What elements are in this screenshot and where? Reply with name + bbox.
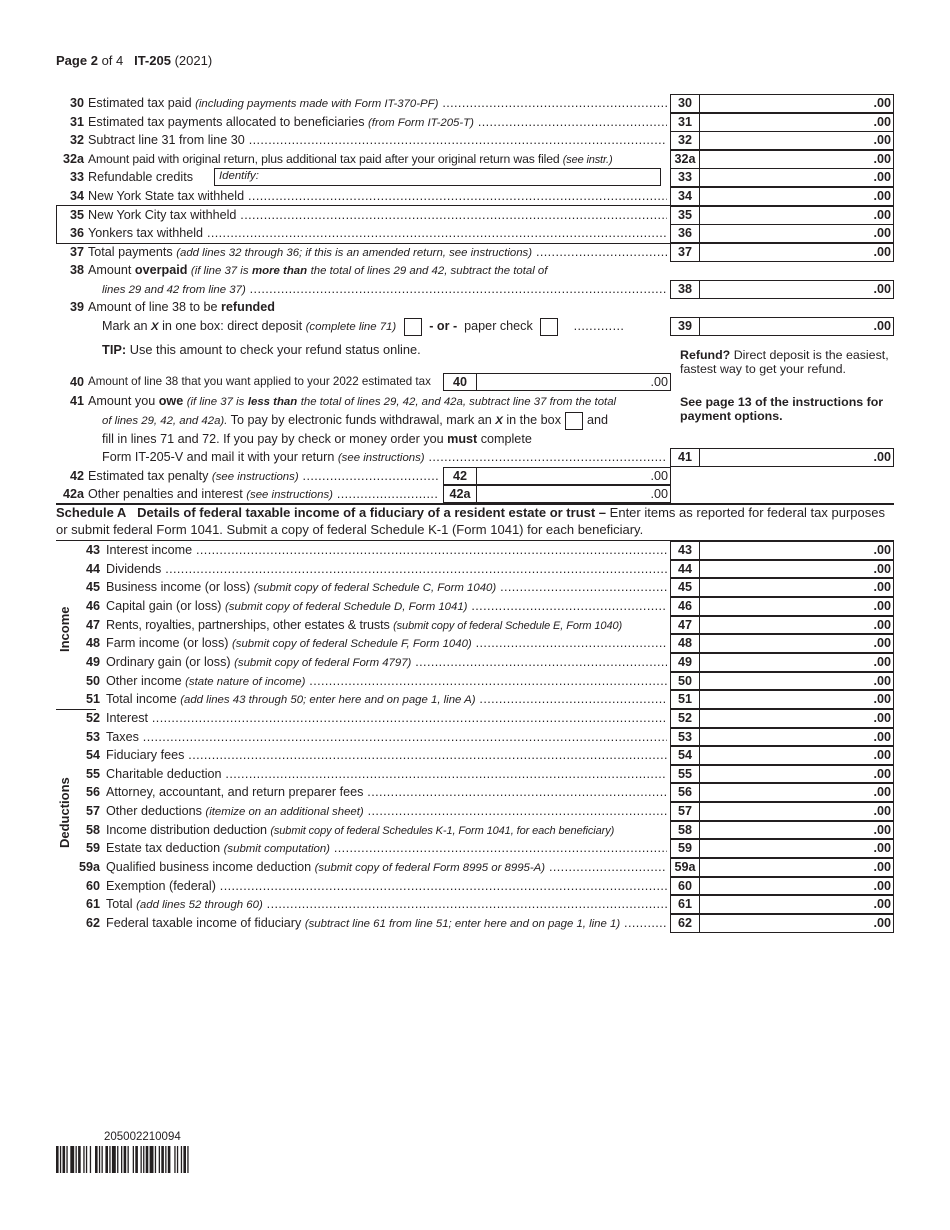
line-55-label: 55 <box>670 765 700 784</box>
barcode-bar <box>174 1146 175 1173</box>
line-53-amount[interactable]: .00 <box>700 728 894 747</box>
tip-text: TIP: Use this amount to check your refund status online. <box>102 342 421 357</box>
line-38-amount[interactable]: .00 <box>700 280 894 299</box>
line-44-label: 44 <box>670 560 700 579</box>
barcode-bar <box>165 1146 166 1173</box>
line-60-amount[interactable]: .00 <box>700 877 894 896</box>
line-47-amount[interactable]: .00 <box>700 616 894 635</box>
barcode-bar <box>150 1146 154 1173</box>
line-47: 47 Rents, royalties, partnerships, other estates & trusts (submit copy of federal Schedule E, Form 1040) 47 .00 <box>0 616 950 635</box>
payment-options-note: See page 13 of the instructions for payment options. <box>680 395 884 423</box>
barcode-bar <box>183 1146 186 1173</box>
line-37-amount[interactable]: .00 <box>700 243 894 262</box>
line-42: 42 Estimated tax penalty (see instructions) ..... 42 .00 <box>0 467 950 486</box>
line-50-amount[interactable]: .00 <box>700 672 894 691</box>
barcode-bar <box>141 1146 142 1173</box>
line-33-label: 33 <box>670 168 700 187</box>
identify-field[interactable]: Identify: <box>214 168 661 186</box>
barcode-bar <box>95 1146 98 1173</box>
line-45-label: 45 <box>670 578 700 597</box>
line-41-cont2: fill in lines 71 and 72. If you pay by check or money order you must complete <box>102 432 532 446</box>
line-48-amount[interactable]: .00 <box>700 634 894 653</box>
refund-note: Refund? Direct deposit is the easiest, fastest way to get your refund. <box>680 348 889 376</box>
line-55-amount[interactable]: .00 <box>700 765 894 784</box>
line-37-label: 37 <box>670 243 700 262</box>
line-39-options: Mark an X in one box: direct deposit (complete line 71) - or - paper check ............. 39 .00 <box>0 317 950 336</box>
line-51: 51 Total income (add lines 43 through 50; enter here and on page 1, line A) ..... 51 .00 <box>0 690 950 709</box>
line-54: 54 Fiduciary fees ..... 54 .00 <box>0 746 950 765</box>
electronic-withdrawal-checkbox[interactable] <box>565 412 583 430</box>
deductions-side-label: Deductions <box>57 777 72 848</box>
line-51-label: 51 <box>670 690 700 709</box>
barcode-bar <box>146 1146 149 1173</box>
barcode-bar <box>128 1146 129 1173</box>
barcode-bar <box>135 1146 138 1173</box>
barcode-bar <box>155 1146 156 1173</box>
line-50: 50 Other income (state nature of income) ..... 50 .00 <box>0 672 950 691</box>
line-34-label: 34 <box>670 187 700 206</box>
barcode-bar <box>105 1146 108 1173</box>
line-40-amount[interactable]: .00 <box>477 373 671 391</box>
line-36-label: 36 <box>670 224 700 243</box>
line-42a-amount[interactable]: .00 <box>477 485 671 503</box>
line-57-amount[interactable]: .00 <box>700 802 894 821</box>
line-30: 30 Estimated tax paid (including payments made with Form IT-370-PF) ..... 30 .00 <box>0 94 950 113</box>
line-44: 44 Dividends ..... 44 .00 <box>0 560 950 579</box>
line-42-amount[interactable]: .00 <box>477 467 671 485</box>
line-30-amount[interactable]: .00 <box>700 94 894 113</box>
barcode-bar <box>159 1146 160 1173</box>
line-55: 55 Charitable deduction ..... 55 .00 <box>0 765 950 784</box>
line-32-label: 32 <box>670 131 700 150</box>
line-41-amount[interactable]: .00 <box>700 448 894 467</box>
line-59-label: 59 <box>670 839 700 858</box>
line-56-label: 56 <box>670 783 700 802</box>
line-51-amount[interactable]: .00 <box>700 690 894 709</box>
line-41-label: 41 <box>670 448 700 467</box>
line-31: 31 Estimated tax payments allocated to beneficiaries (from Form IT-205-T) ..... 31 .00 <box>0 113 950 132</box>
line-60: 60 Exemption (federal) ..... 60 .00 <box>0 877 950 896</box>
line-45-amount[interactable]: .00 <box>700 578 894 597</box>
line-41-cont: of lines 29, 42, and 42a). To pay by electronic funds withdrawal, mark an X in the box and <box>0 411 950 430</box>
line-35-label: 35 <box>670 206 700 225</box>
barcode-bar <box>90 1146 91 1173</box>
barcode-bar <box>133 1146 134 1173</box>
line-49-amount[interactable]: .00 <box>700 653 894 672</box>
line-50-label: 50 <box>670 672 700 691</box>
line-47-label: 47 <box>670 616 700 635</box>
barcode-bar <box>124 1146 127 1173</box>
line-32a: 32a Amount paid with original return, plus additional tax paid after your original return was filed (see instr.) 32a .00 <box>0 150 950 169</box>
line-39: 39 Amount of line 38 to be refunded <box>69 300 275 314</box>
barcode-bar <box>112 1146 116 1173</box>
line-58-label: 58 <box>670 821 700 840</box>
line-46-label: 46 <box>670 597 700 616</box>
line-48-label: 48 <box>670 634 700 653</box>
line-60-label: 60 <box>670 877 700 896</box>
line-59-amount[interactable]: .00 <box>700 839 894 858</box>
barcode-bar <box>161 1146 164 1173</box>
line-44-amount[interactable]: .00 <box>700 560 894 579</box>
line-62-amount[interactable]: .00 <box>700 914 894 933</box>
line-54-label: 54 <box>670 746 700 765</box>
line-30-label: 30 <box>670 94 700 113</box>
line-46: 46 Capital gain (or loss) (submit copy of federal Schedule D, Form 1041) ..... 46 .00 <box>0 597 950 616</box>
paper-check-checkbox[interactable] <box>540 318 558 336</box>
barcode-bar <box>99 1146 100 1173</box>
line-56-amount[interactable]: .00 <box>700 783 894 802</box>
barcode-bar <box>102 1146 103 1173</box>
line-61-amount[interactable]: .00 <box>700 895 894 914</box>
barcode-bar <box>78 1146 81 1173</box>
barcode-bar <box>187 1146 188 1173</box>
barcode-bar <box>70 1146 74 1173</box>
line-52: 52 Interest ..... 52 .00 <box>0 709 950 728</box>
barcode-bar <box>63 1146 66 1173</box>
line-52-amount[interactable]: .00 <box>700 709 894 728</box>
line-38-cont: lines 29 and 42 from line 37) ..... 38 .00 <box>0 280 950 299</box>
barcode-bar <box>181 1146 182 1173</box>
barcode-bar <box>117 1146 118 1173</box>
line-42a-label: 42a <box>443 485 477 503</box>
line-42-label: 42 <box>443 467 477 485</box>
line-41-cont3: Form IT-205-V and mail it with your return (see instructions) ..... 41 .00 <box>0 448 950 467</box>
line-59a-label: 59a <box>670 858 700 877</box>
line-53: 53 Taxes ..... 53 .00 <box>0 728 950 747</box>
income-side-label: Income <box>57 606 72 652</box>
line-35-amount[interactable]: .00 <box>700 206 894 225</box>
line-56: 56 Attorney, accountant, and return preparer fees ..... 56 .00 <box>0 783 950 802</box>
line-34: 34 New York State tax withheld ..... 34 .00 <box>0 187 950 206</box>
line-62-label: 62 <box>670 914 700 933</box>
line-43-label: 43 <box>670 541 700 560</box>
barcode-number: 205002210094 <box>104 1131 181 1143</box>
line-38-label: 38 <box>670 280 700 299</box>
line-41: 41 Amount you owe (if line 37 is less than the total of lines 29, 42, and 42a, subtract line 37 from the total <box>69 394 617 408</box>
line-42a: 42a Other penalties and interest (see instructions) ..... 42a .00 <box>0 485 950 504</box>
line-61-label: 61 <box>670 895 700 914</box>
line-59a-amount[interactable]: .00 <box>700 858 894 877</box>
barcode-bar <box>86 1146 87 1173</box>
line-32a-label: 32a <box>670 150 700 169</box>
line-57-label: 57 <box>670 802 700 821</box>
barcode-icon <box>56 1146 240 1174</box>
barcode-bar <box>143 1146 144 1173</box>
line-46-amount[interactable]: .00 <box>700 597 894 616</box>
line-37: 37 Total payments (add lines 32 through 36; if this is an amended return, see instructions) ..... 37 .00 <box>0 243 950 262</box>
line-48: 48 Farm income (or loss) (submit copy of federal Schedule F, Form 1040) ..... 48 .00 <box>0 634 950 653</box>
line-39-label: 39 <box>670 317 700 336</box>
line-33: 33 Refundable credits Identify: 33 .00 <box>0 168 950 187</box>
direct-deposit-checkbox[interactable] <box>404 318 422 336</box>
line-39-amount[interactable]: .00 <box>700 317 894 336</box>
line-32a-amount[interactable]: .00 <box>700 150 894 169</box>
barcode-bar <box>60 1146 61 1173</box>
line-43-amount[interactable]: .00 <box>700 541 894 560</box>
line-31-label: 31 <box>670 113 700 132</box>
line-43: 43 Interest income ..... 43 .00 <box>0 541 950 560</box>
line-52-label: 52 <box>670 709 700 728</box>
barcode-bar <box>83 1146 84 1173</box>
line-58: 58 Income distribution deduction (submit copy of federal Schedules K-1, Form 1041, for each beneficiary) 58 .00 <box>0 821 950 840</box>
line-61: 61 Total (add lines 52 through 60) ..... 61 .00 <box>0 895 950 914</box>
barcode-bar <box>109 1146 110 1173</box>
line-31-amount[interactable]: .00 <box>700 113 894 132</box>
line-49: 49 Ordinary gain (or loss) (submit copy of federal Form 4797) ..... 49 .00 <box>0 653 950 672</box>
line-49-label: 49 <box>670 653 700 672</box>
barcode-bar <box>168 1146 171 1173</box>
line-32: 32 Subtract line 31 from line 30 ..... 32 .00 <box>0 131 950 150</box>
barcode-bar <box>56 1146 59 1173</box>
schedule-a-header: Schedule A Details of federal taxable income of a fiduciary of a resident estate or trust – Enter items as reported for federal tax purposes or submit federal Form 1041. Submit a copy of federal Schedule K-1 (Form 1041) for each beneficiary. <box>56 505 885 537</box>
barcode-bar <box>76 1146 77 1173</box>
line-40: 40 Amount of line 38 that you want applied to your 2022 estimated tax 40 .00 <box>0 373 950 392</box>
line-58-amount[interactable]: .00 <box>700 821 894 840</box>
line-59: 59 Estate tax deduction (submit computation) ..... 59 .00 <box>0 839 950 858</box>
line-57: 57 Other deductions (itemize on an additional sheet) ..... 57 .00 <box>0 802 950 821</box>
line-40-label: 40 <box>443 373 477 391</box>
line-62: 62 Federal taxable income of fiduciary (subtract line 61 from line 51; enter here and on page 1, line 1) ..... 62 .00 <box>0 914 950 933</box>
line-33-amount[interactable]: .00 <box>700 168 894 187</box>
line-53-label: 53 <box>670 728 700 747</box>
barcode-bar <box>66 1146 67 1173</box>
line-36: 36 Yonkers tax withheld ..... 36 .00 <box>0 224 950 243</box>
line-38: 38 Amount overpaid (if line 37 is more than the total of lines 29 and 42, subtract the total of <box>69 263 548 277</box>
barcode-bar <box>121 1146 122 1173</box>
line-59a: 59a Qualified business income deduction (submit copy of federal Form 8995 or 8995-A) ..... 59a .00 <box>0 858 950 877</box>
line-36-amount[interactable]: .00 <box>700 224 894 243</box>
line-32-amount[interactable]: .00 <box>700 131 894 150</box>
line-35: 35 New York City tax withheld ..... 35 .00 <box>0 206 950 225</box>
page-header: Page 2 of 4 IT-205 (2021) <box>56 53 213 68</box>
line-54-amount[interactable]: .00 <box>700 746 894 765</box>
barcode-bar <box>177 1146 178 1173</box>
line-45: 45 Business income (or loss) (submit copy of federal Schedule C, Form 1040) ..... 45 .00 <box>0 578 950 597</box>
line-34-amount[interactable]: .00 <box>700 187 894 206</box>
